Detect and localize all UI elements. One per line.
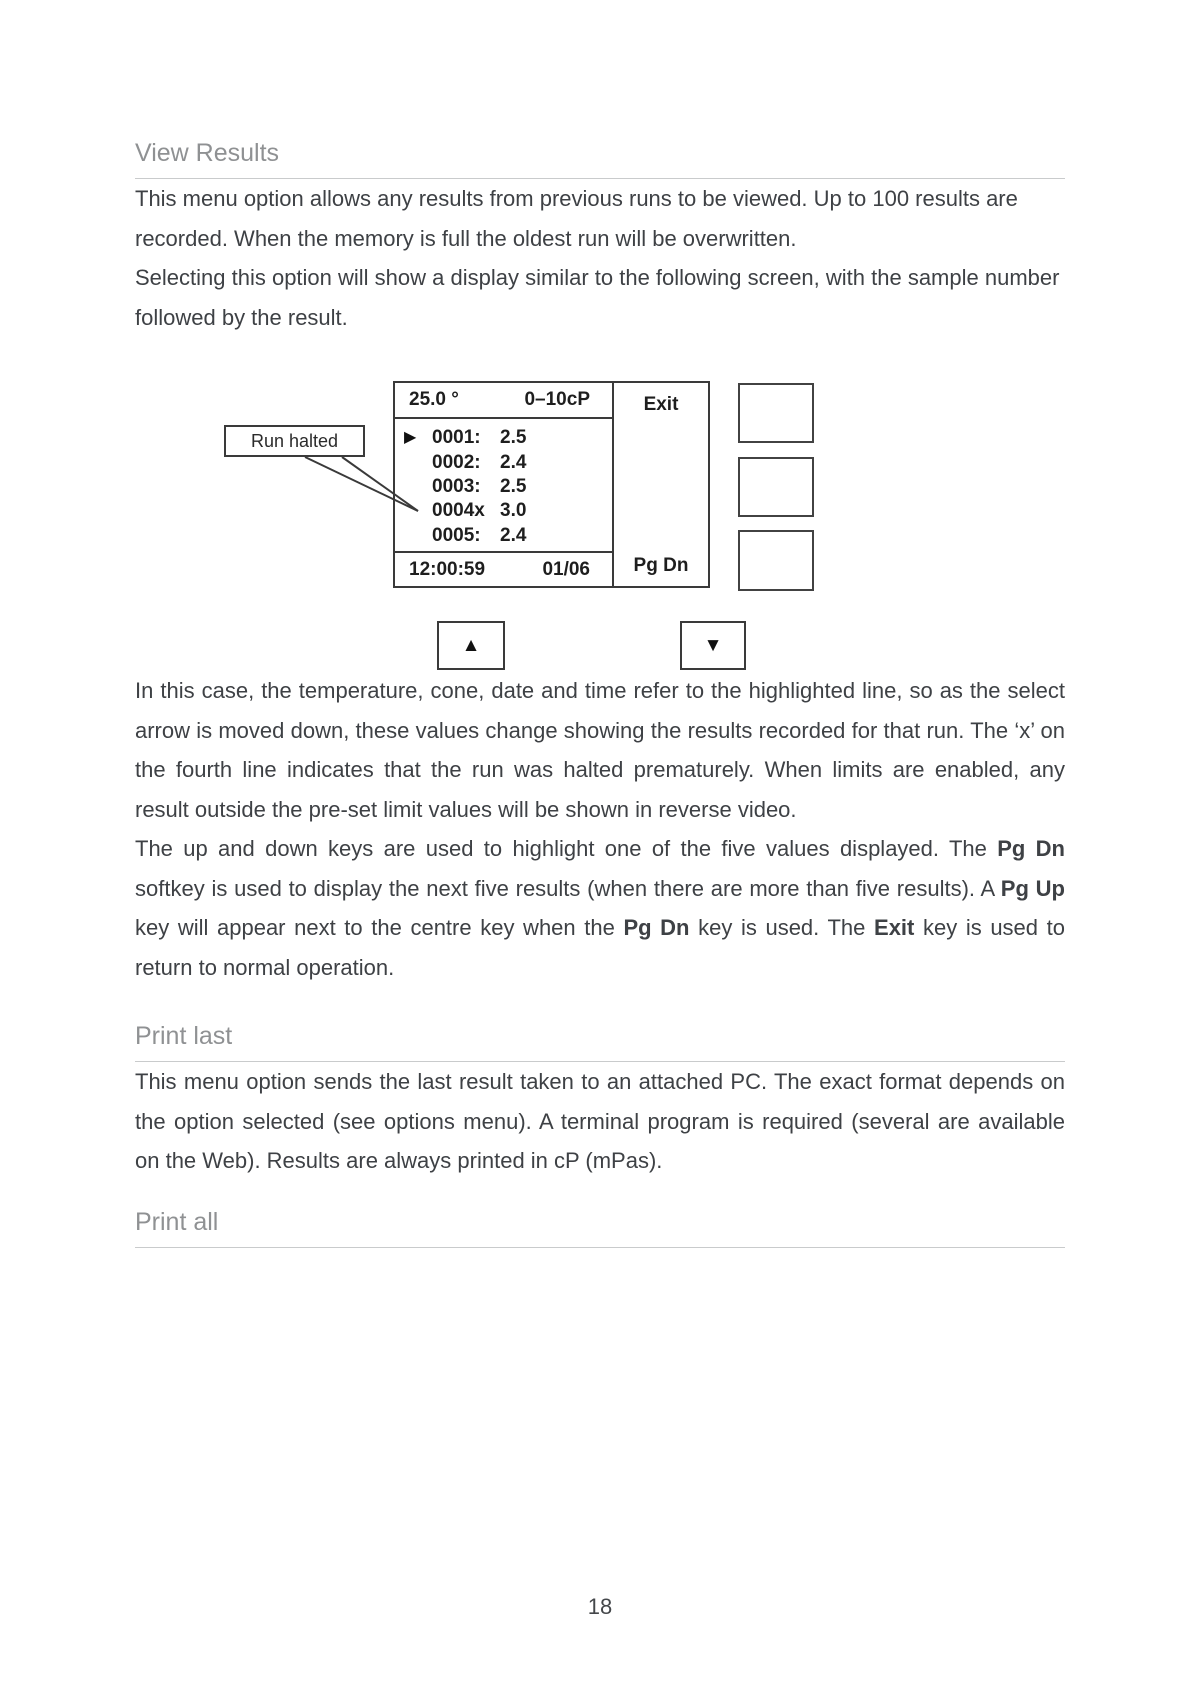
result-id: 0001: bbox=[432, 427, 481, 449]
result-row-halted bbox=[404, 499, 612, 523]
screen-footer bbox=[395, 551, 612, 586]
softkey-pgdn-label: Pg Dn bbox=[633, 555, 689, 576]
section-heading-print-all bbox=[135, 1207, 1065, 1248]
result-id: 0004x bbox=[432, 500, 485, 522]
screen-header bbox=[395, 383, 612, 419]
softkey-button-middle bbox=[738, 457, 814, 517]
selection-arrow-icon: ▶ bbox=[404, 429, 417, 447]
paragraph-intro: This menu option allows any results from previous runs to be viewed. Up to 100 results are recorded. When the memory is full the oldest run will be overwritten. bbox=[135, 186, 1018, 251]
callout-run-halted-label: Run halted bbox=[250, 430, 339, 451]
softkey-button-top bbox=[738, 383, 814, 443]
result-value: 2.4 bbox=[500, 451, 527, 473]
down-arrow-icon: ▼ bbox=[703, 634, 723, 656]
down-key-button bbox=[680, 621, 746, 670]
result-id: 0003: bbox=[432, 475, 481, 497]
result-row bbox=[404, 426, 612, 450]
section-heading-print-last-label: Print last bbox=[135, 1022, 233, 1050]
callout-pointer-lines bbox=[285, 455, 425, 517]
softkey-button-bottom bbox=[738, 530, 814, 591]
result-row bbox=[404, 450, 612, 474]
result-value: 2.5 bbox=[500, 475, 527, 497]
paragraph-display: Selecting this option will show a display similar to the following screen, with the sample number followed by the result. bbox=[135, 265, 1060, 330]
paragraph-print-last: This menu option sends the last result taken to an attached PC. The exact format depends on the option selected (see options menu). A terminal program is required (several are available on the Web). Results are always printed in cP (mPas). bbox=[135, 1069, 1065, 1173]
temperature-readout: 25.0 ° bbox=[409, 389, 459, 410]
callout-run-halted bbox=[224, 425, 365, 457]
results-list bbox=[395, 419, 612, 551]
softkey-column bbox=[614, 383, 708, 586]
page-number: 18 bbox=[587, 1594, 613, 1619]
paragraph-keys: The up and down keys are used to highlight one of the five values displayed. The Pg Dn softkey is used to display the next five results (when there are more than five results). A Pg Up key will appear next to the centre key when the Pg Dn key is used. The Exit key is used to return to normal operation. bbox=[135, 836, 1065, 980]
result-value: 2.5 bbox=[500, 427, 527, 449]
section-heading-view-results-label: View Results bbox=[135, 139, 280, 167]
result-row bbox=[404, 475, 612, 499]
result-id: 0005: bbox=[432, 524, 481, 546]
up-arrow-icon: ▲ bbox=[461, 634, 481, 656]
up-key-button bbox=[437, 621, 505, 670]
result-value: 3.0 bbox=[500, 500, 527, 522]
diagram-run-results bbox=[135, 381, 1065, 671]
date-readout: 01/06 bbox=[542, 558, 590, 580]
result-value: 2.4 bbox=[500, 524, 527, 546]
section-heading-view-results bbox=[135, 138, 1065, 179]
paragraph-highlight-line: In this case, the temperature, cone, date and time refer to the highlighted line, so as the select arrow is moved down, these values change showing the results recorded for that run. The ‘x’ on the fourth line indicates that the run was halted prematurely. When limits are enabled, any result outside the pre-set limit values will be shown in reverse video. bbox=[135, 678, 1065, 822]
time-readout: 12:00:59 bbox=[409, 558, 486, 580]
softkey-exit-label: Exit bbox=[643, 394, 679, 415]
device-screen bbox=[393, 381, 710, 588]
result-row bbox=[404, 524, 612, 548]
result-id: 0002: bbox=[432, 451, 481, 473]
screen-main-area bbox=[395, 383, 614, 586]
range-readout: 0–10cP bbox=[524, 389, 590, 410]
section-heading-print-all-label: Print all bbox=[135, 1207, 219, 1236]
section-heading-print-last bbox=[135, 1021, 1065, 1062]
